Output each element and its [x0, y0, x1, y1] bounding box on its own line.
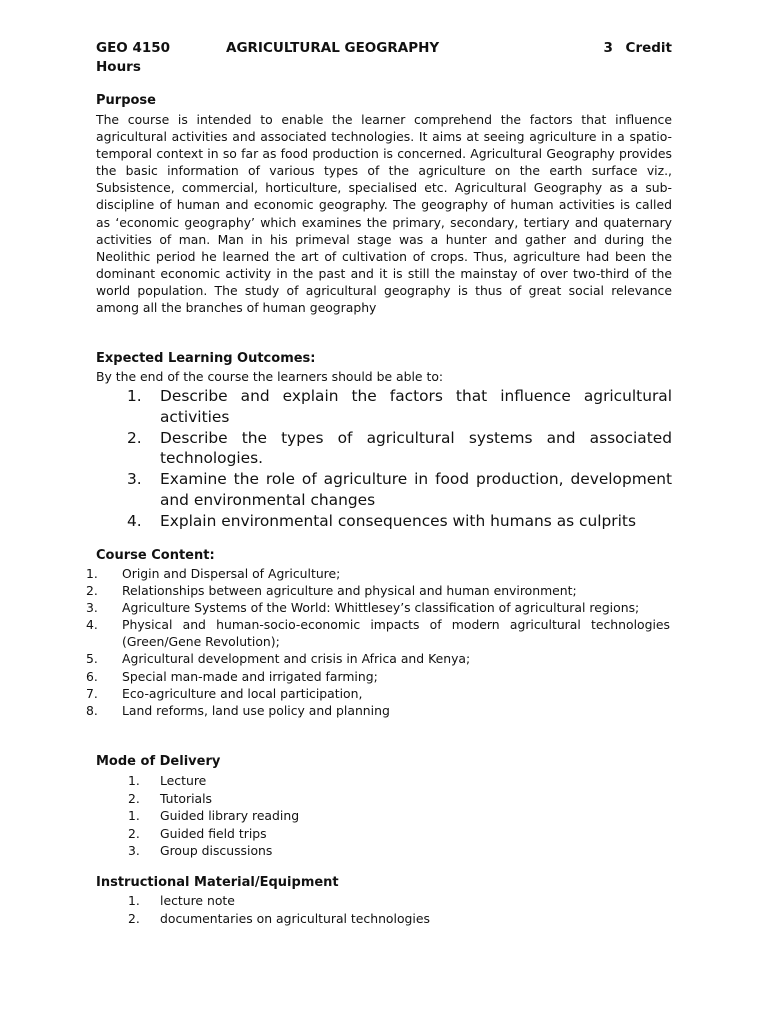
list-item: 2. documentaries on agricultural technologies: [128, 910, 430, 926]
list-item: 1. Guided library reading: [128, 808, 300, 824]
course-credit-hours: Hours: [96, 59, 141, 75]
list-item: 3. Group discussions: [128, 843, 273, 859]
course-code: GEO 4150: [96, 40, 171, 56]
list-item: 3. Examine the role of agriculture in food production, development and environmental changes: [127, 470, 672, 509]
list-item: 2. Guided field trips: [128, 825, 267, 841]
list-item: 1. Lecture: [128, 773, 207, 788]
list-item: 1. Origin and Dispersal of Agriculture;: [86, 566, 341, 581]
list-item: 2. Relationships between agriculture and physical and human environment;: [86, 583, 577, 599]
list-item: 5. Agricultural development and crisis in Africa and Kenya;: [86, 651, 471, 667]
course-credit: 3 Credit: [603, 40, 672, 56]
list-item: 1. Describe and explain the factors that influence agricultural activities: [127, 387, 672, 426]
purpose-paragraph: The course is intended to enable the learner comprehend the factors that influence agricultural activities and associated technologies. It aims at seeing agriculture in a spatio-temporal context in so far as food production is concerned. Agricultural Geography provides the basic information of various types of the agriculture on the earth surface viz., Subsistence, commercial, horticulture, specialised etc. Agricultural Geography as a sub-discipline of human and economic geography. The geography of human activities is called as ‘economic geography’ which examines the primary, secondary, tertiary and quaternary activities of man. Man in his primeval stage was a hunter and gather and during the Neolithic period he learned the art of cultivation of crops. Thus, agriculture had been the dominant economic activity in the past and it is still the mainstay of over two-third of the world population. The study of agricultural geography is thus of great social relevance among all the branches of human geography: [96, 112, 672, 316]
list-item: 6. Special man-made and irrigated farming;: [86, 668, 378, 684]
content-list: [86, 565, 670, 719]
materials-list: [96, 892, 656, 927]
course-title: AGRICULTURAL GEOGRAPHY: [226, 40, 440, 56]
list-item: 8. Land reforms, land use policy and planning: [86, 702, 390, 718]
outcomes-heading: Expected Learning Outcomes:: [96, 351, 316, 366]
list-item: 1. lecture note: [128, 893, 235, 908]
materials-heading: Instructional Material/Equipment: [96, 875, 339, 890]
delivery-heading: Mode of Delivery: [96, 754, 221, 769]
list-item: 2. Describe the types of agricultural systems and associated technologies.: [127, 428, 672, 468]
content-heading: Course Content:: [96, 548, 215, 563]
list-item: 2. Tutorials: [128, 790, 213, 806]
list-item: 7. Eco-agriculture and local participation,: [86, 685, 363, 701]
purpose-heading: Purpose: [96, 93, 156, 108]
list-item: 3. Agriculture Systems of the World: Whittlesey’s classification of agricultural regions;: [86, 600, 640, 616]
list-item: 4. Explain environmental consequences with humans as culprits: [127, 512, 636, 531]
outcomes-intro: By the end of the course the learners should be able to:: [96, 369, 444, 384]
outcomes-list: [96, 386, 672, 532]
list-item: 4. Physical and human-socio-economic impacts of modern agricultural technologies (Green/Gene Revolution);: [86, 617, 670, 650]
delivery-list: [96, 772, 656, 860]
